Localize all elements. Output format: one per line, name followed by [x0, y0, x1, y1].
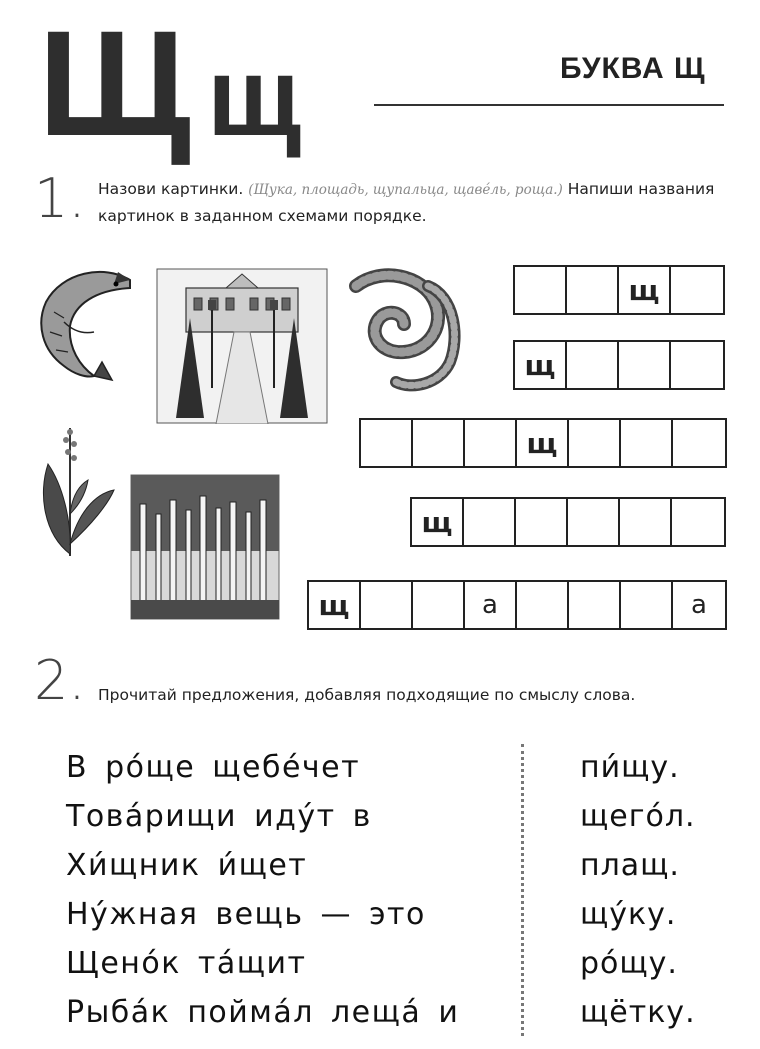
word-option-3: плащ. [580, 848, 680, 883]
scheme-cell[interactable] [621, 420, 673, 466]
scheme-cell[interactable]: щ [517, 420, 569, 466]
scheme-cell[interactable]: а [465, 582, 517, 628]
scheme-cell[interactable] [673, 420, 725, 466]
header-letters [38, 0, 304, 172]
scheme-row-5 [307, 580, 727, 630]
sentence-3: Хи́щник и́щет [66, 848, 308, 883]
scheme-cell[interactable] [567, 342, 619, 388]
page-title: БУКВА Щ [560, 52, 706, 85]
octopus-tentacles-picture [342, 266, 464, 392]
scheme-cell[interactable]: щ [309, 582, 361, 628]
scheme-cell[interactable] [413, 582, 465, 628]
task1-hint: (Щука, площадь, щупальца, щавéль, роща.) [248, 182, 563, 198]
scheme-row-3 [359, 418, 727, 468]
scheme-cell[interactable] [621, 582, 673, 628]
task1-text-after: Напиши названия картинок в заданном схемами порядке. [98, 180, 715, 225]
scheme-cell[interactable] [568, 499, 620, 545]
scheme-cell[interactable] [516, 499, 568, 545]
scheme-cell[interactable]: а [691, 590, 707, 620]
scheme-cell[interactable] [515, 267, 567, 313]
scheme-cell[interactable] [567, 267, 619, 313]
word-option-1: пи́щу. [580, 750, 680, 785]
scheme-cell[interactable] [464, 499, 516, 545]
scheme-cell[interactable] [517, 582, 569, 628]
scheme-cell[interactable] [413, 420, 465, 466]
task1-instruction [98, 176, 728, 229]
sentence-6: Рыбáк поймáл лещá и [66, 995, 460, 1030]
task1-number: 1. [34, 167, 86, 230]
sentence-4: Нýжная вещь — это [66, 897, 426, 932]
scheme-cell[interactable] [671, 342, 723, 388]
sentence-2: Товáрищи идýт в [66, 799, 372, 834]
task2-number: 2. [34, 649, 86, 712]
sorrel-plant-picture [34, 424, 120, 558]
scheme-row-1 [513, 265, 725, 315]
scheme-cell[interactable]: щ [515, 342, 567, 388]
scheme-cell[interactable] [569, 582, 621, 628]
title-underline [374, 104, 724, 106]
scheme-cell[interactable] [671, 267, 723, 313]
word-option-4: щýку. [580, 897, 677, 932]
word-option-6: щётку. [580, 995, 696, 1030]
scheme-row-4 [410, 497, 726, 547]
word-option-2: щегóл. [580, 799, 696, 834]
birch-grove-picture [130, 474, 280, 620]
scheme-cell[interactable] [672, 499, 724, 545]
scheme-cell[interactable] [569, 420, 621, 466]
town-square-picture [156, 268, 328, 424]
letter-upper: Щ [38, 0, 193, 167]
pike-fish-picture [34, 262, 138, 382]
sentence-1: В рóще щебéчет [66, 750, 361, 785]
scheme-row-2 [513, 340, 725, 390]
scheme-cell[interactable] [361, 420, 413, 466]
word-option-5: рóщу. [580, 946, 678, 981]
scheme-cell[interactable] [620, 499, 672, 545]
scheme-cell[interactable]: щ [619, 267, 671, 313]
scheme-cell[interactable] [465, 420, 517, 466]
sentence-5: Щенóк тáщит [66, 946, 307, 981]
scheme-cell[interactable] [619, 342, 671, 388]
task1-text-before: Назови картинки. [98, 180, 244, 198]
letter-lower: щ [206, 34, 304, 159]
dotted-divider [521, 744, 524, 1036]
scheme-cell[interactable]: щ [412, 499, 464, 545]
task2-instruction: Прочитай предложения, добавляя подходящие по смыслу слова. [98, 686, 636, 704]
scheme-cell[interactable] [361, 582, 413, 628]
